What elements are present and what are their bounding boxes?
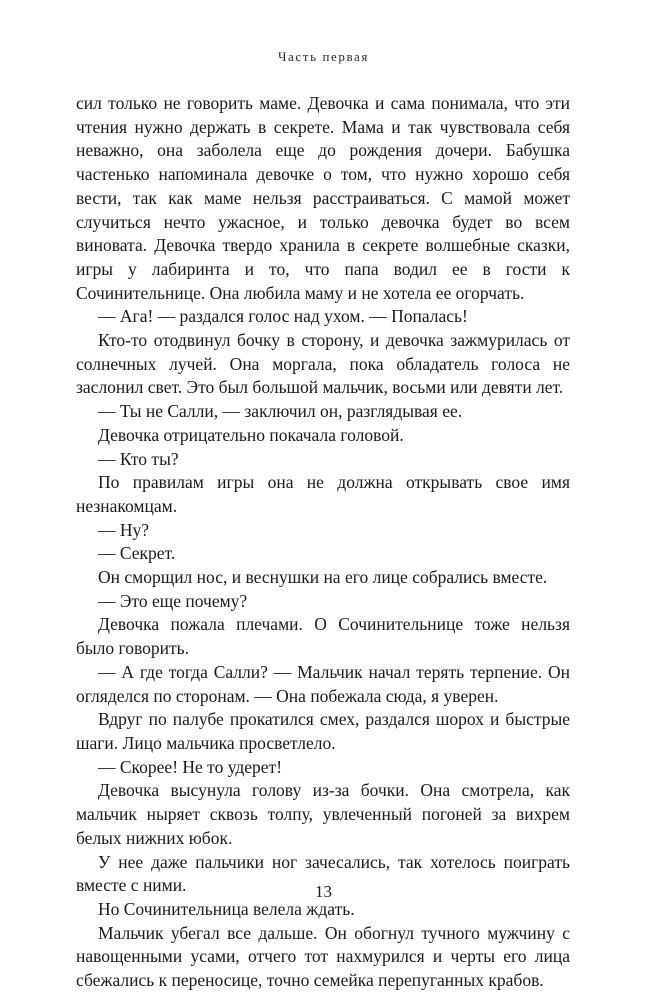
page-number: 13 — [315, 882, 332, 901]
running-head: Часть первая — [278, 49, 369, 64]
paragraph: Девочка пожала плечами. О Сочинительнице тоже нельзя было говорить. — [76, 614, 570, 659]
paragraph: — Это еще почему? — [98, 590, 248, 611]
paragraph: — Скорее! Не то удерет! — [98, 756, 283, 777]
paragraph: Мальчик убегал все дальше. Он обогнул тучного мужчину с навощенными усами, отчего тот нахмурился и черты его лица сбежались к переносице, точно семейка перепуганных крабов. — [76, 922, 570, 991]
paragraph: — Кто ты? — [98, 448, 179, 469]
paragraph: Но Сочинительница велела ждать. — [98, 898, 355, 919]
paragraph: — Секрет. — [98, 543, 176, 564]
paragraph: Вдруг по палубе прокатился смех, раздался шорох и быстрые шаги. Лицо мальчика просветлело. — [76, 709, 570, 753]
paragraph: — Ну? — [98, 519, 150, 540]
paragraph: По правилам игры она не должна открывать свое имя незнакомцам. — [76, 472, 570, 516]
paragraph: У нее даже пальчики ног зачесались, так хотелось поиграть вместе с ними. — [76, 851, 570, 896]
paragraph: — А где тогда Салли? — Мальчик начал терять терпение. Он огляделся по сторонам. — Она побежала сюда, я уверен. — [76, 661, 570, 706]
paragraph: сил только не говорить маме. Девочка и сама понимала, что эти чтения нужно держать в секрете. Мама и так чувствовала себя неважно, она заболела еще до рождения дочери. Бабушка частенько напоминала девочке о том, что нужно хорошо себя вести, так как маме нельзя расстраиваться. С мамой может случиться нечто ужасное, и только девочка будет во всем виновата. Девочка твердо хранила в секрете волшебные сказки, игры у лабиринта и то, что папа водил ее в гости к Сочинительнице. Она любила маму и не хотела ее огорчать. — [76, 93, 570, 303]
paragraph: Девочка отрицательно покачала головой. — [98, 424, 404, 445]
paragraph: Он сморщил нос, и веснушки на его лице собрались вместе. — [98, 567, 548, 588]
paragraph: Девочка высунула голову из-за бочки. Она смотрела, как мальчик ныряет сквозь толпу, увлеченный погоней за вихрем белых нижних юбок. — [76, 780, 570, 848]
body-text — [76, 92, 570, 993]
paragraph: — Ты не Салли, — заключил он, разглядывая ее. — [98, 401, 463, 422]
paragraph: Кто-то отодвинул бочку в сторону, и девочка зажмурилась от солнечных лучей. Она моргала, пока обладатель голоса не заслонил свет. Это был большой мальчик, восьми или девяти лет. — [76, 330, 570, 398]
paragraph: — Ага! — раздался голос над ухом. — Попалась! — [98, 306, 468, 327]
